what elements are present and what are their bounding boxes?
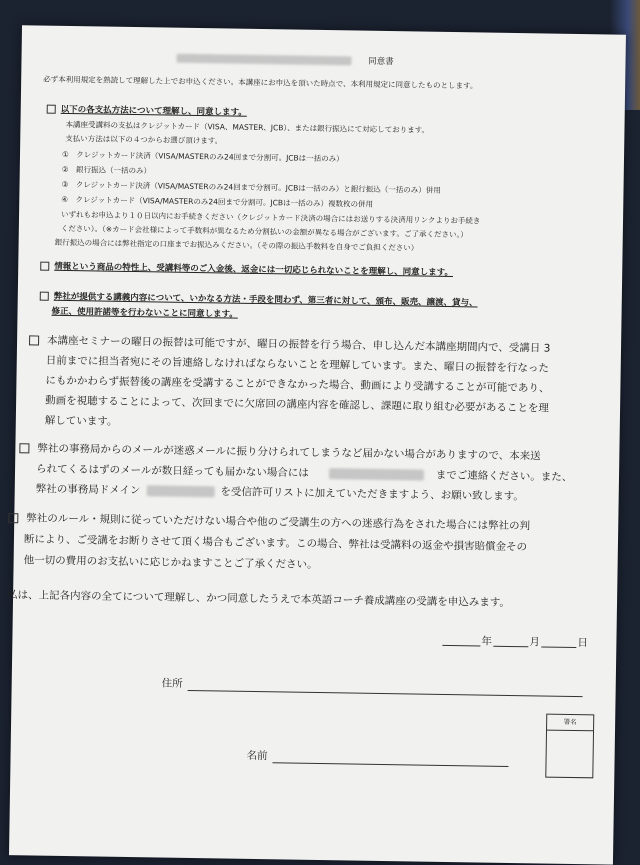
payment-option-2: ② 銀行振込（一括のみ） xyxy=(61,164,152,176)
section6-text: 弊社のルール・規則に従っていただけない場合や他のご受講生の方への迷惑行為をされた場合には弊社の判 xyxy=(26,512,531,533)
consent-form-paper xyxy=(6,25,626,864)
signature-label: 署名 xyxy=(547,715,593,732)
year-label: 年 xyxy=(481,635,493,648)
payment-option-3: ③ クレジットカード決済（VISA/MASTERのみ24回まで分割可。JCBは一括のみ）と銀行振込（一括のみ）併用 xyxy=(61,179,441,195)
section1-heading: 以下の各支払方法について理解し、同意します。 xyxy=(60,104,247,118)
section6-checkbox[interactable] xyxy=(8,513,18,523)
redacted-domain xyxy=(146,485,214,497)
intro-text: 必ず本利用規定を熟読して理解した上でお申込ください。本講座にお申込を頂いた時点で、本利用規定に同意したものとします。 xyxy=(43,74,478,91)
section2-checkbox[interactable] xyxy=(40,262,49,271)
section3-row1 xyxy=(40,292,478,308)
section2-row xyxy=(40,262,453,278)
address-label: 住所 xyxy=(161,677,183,690)
signature-box[interactable] xyxy=(545,714,594,779)
title-row xyxy=(176,54,393,67)
declaration: 私は、上記各内容の全てについて理解し、かつ同意したうえで本英語コーチ養成講座の受講を申込みます。 xyxy=(6,589,511,609)
section3-row2: 修正、使用許諾等を行わないことに同意します。 xyxy=(51,306,238,320)
section6-line: 他一切の費用のお支払いに応じかねますことご了承ください。 xyxy=(23,554,318,571)
day-line[interactable] xyxy=(541,646,576,648)
section4-line: 日前までに担当者宛にその旨連絡しなければならないことを理解しています。また、曜日の振替を行なった xyxy=(45,354,549,375)
section1-line: 支払い方法は以下の４つからお選び頂けます。 xyxy=(65,133,223,146)
section3-text: 弊社が提供する講義内容について、いかなる方法・手段を問わず、第三者に対して、頒布、販売、譲渡、貸与、 xyxy=(53,291,478,309)
day-label: 日 xyxy=(577,637,588,650)
section5-text: 弊社の事務局からのメールが迷惑メールに振り分けられてしまうなど届かない場合がありますので、本来送 xyxy=(37,442,541,463)
section4-checkbox[interactable] xyxy=(29,335,39,345)
section1-note: いずれもお申込より１０日以内にお手続きください（クレジットカード決済の場合にはお送りする決済用リンクよりお手続き xyxy=(61,209,481,226)
section5-text: 弊社の事務局ドメイン xyxy=(35,483,141,497)
redacted-course-name xyxy=(176,54,351,66)
redacted-email xyxy=(329,468,424,480)
section5-row3 xyxy=(36,484,524,503)
section3-checkbox[interactable] xyxy=(40,292,49,301)
year-line[interactable] xyxy=(442,645,480,647)
section5-text: までご連絡ください。また、 xyxy=(435,469,573,484)
section4-line: 解しています。 xyxy=(44,414,118,428)
month-line[interactable] xyxy=(493,646,528,648)
section5-text: を受信許可リストに加えていただきますよう、お願い致します。 xyxy=(220,485,524,503)
section5-checkbox[interactable] xyxy=(19,443,29,453)
section1-line: 本講座受講料の支払はクレジットカード（VISA、MASTER、JCB）、または銀行振込にて対応しております。 xyxy=(65,119,430,135)
section6-row1 xyxy=(8,513,530,532)
section4-row1 xyxy=(29,335,550,354)
section1-heading-row xyxy=(47,105,247,118)
section4-line: 動画を視聴することによって、次回までに欠席回の講座内容を確認し、課題に取り組む必要があることを理 xyxy=(45,394,549,415)
section5-row2 xyxy=(36,464,572,483)
name-label: 名前 xyxy=(246,749,268,763)
address-field[interactable] xyxy=(188,690,583,697)
section2-text: 情報という商品の特性上、受講料等のご入金後、返金には一切応じられないことを理解し、同意します。 xyxy=(54,261,454,279)
section1-note: 銀行振込の場合には弊社指定の口座までお振込みください。（その際の振込手数料を自身でご負担ください） xyxy=(54,237,419,253)
section1-note: ください）。（※カード会社様によって手数料が異なるため分割払いの金額が異なる場合がございます。ご了承ください。） xyxy=(60,223,468,240)
payment-option-1: ① クレジットカード決済（VISA/MASTERのみ24回まで分割可。JCBは一括のみ） xyxy=(61,149,344,164)
section5-text: られてくるはずのメールが数日経っても届かない場合には xyxy=(35,463,309,480)
section1-checkbox[interactable] xyxy=(47,105,56,114)
section4-text: 本講座セミナーの曜日の振替は可能ですが、曜日の振替を行う場合、申し込んだ本講座期間内で、受講日 3 xyxy=(46,334,551,355)
month-label: 月 xyxy=(529,636,541,649)
section5-row1 xyxy=(19,443,540,462)
section6-line: 断により、ご受講をお断りさせて頂く場合もございます。この場合、弊社は受講料の返金や損害賠償金その xyxy=(23,533,528,554)
payment-option-4: ④ クレジットカード（VISA/MASTERのみ24回まで分割可。JCBは一括のみ）複数枚の併用 xyxy=(61,194,374,209)
name-field[interactable] xyxy=(272,762,508,767)
section4-line: にもかかわらず振替後の講座を受講することができなかった場合、動画により受講することが可能であり、 xyxy=(45,374,550,395)
document-title: 同意書 xyxy=(368,56,394,68)
